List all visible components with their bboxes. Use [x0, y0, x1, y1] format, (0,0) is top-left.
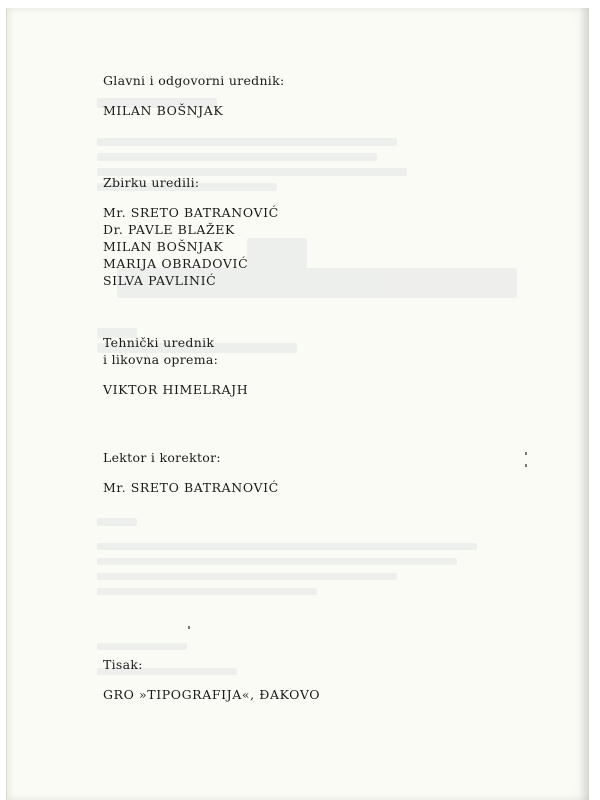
editor-in-chief-label: Glavni i odgovorni urednik:	[103, 73, 285, 88]
paper-speck	[525, 452, 527, 455]
collection-editor-name: Dr. PAVLE BLAŽEK	[103, 222, 235, 237]
collection-editor-name: MILAN BOŠNJAK	[103, 239, 224, 254]
paper-speck	[525, 464, 527, 467]
technical-editor-label-continued: i likovna oprema:	[103, 352, 219, 367]
paper-speck	[188, 626, 190, 629]
collection-editors-section	[103, 174, 279, 289]
book-page	[6, 8, 589, 800]
proofreader-label: Lektor i korektor:	[103, 450, 221, 465]
collection-editors-list	[103, 204, 279, 289]
collection-editor-name: Mr. SRETO BATRANOVIĆ	[103, 205, 279, 220]
collection-editors-label: Zbirku uredili:	[103, 175, 200, 190]
editor-in-chief-name: MILAN BOŠNJAK	[103, 103, 224, 118]
collection-editor-name: SILVA PAVLINIĆ	[103, 273, 217, 288]
collection-editor-name: MARIJA OBRADOVIĆ	[103, 256, 249, 271]
print-section	[103, 656, 320, 703]
technical-editor-label: Tehnički urednik	[103, 335, 215, 350]
print-label: Tisak:	[103, 657, 143, 672]
technical-editor-section	[103, 334, 248, 398]
editor-in-chief-section	[103, 72, 285, 119]
proofreader-section	[103, 449, 279, 496]
printer-name: GRO »TIPOGRAFIJA«, ĐAKOVO	[103, 687, 321, 702]
technical-editor-name: VIKTOR HIMELRAJH	[103, 382, 249, 397]
proofreader-name: Mr. SRETO BATRANOVIĆ	[103, 480, 279, 495]
